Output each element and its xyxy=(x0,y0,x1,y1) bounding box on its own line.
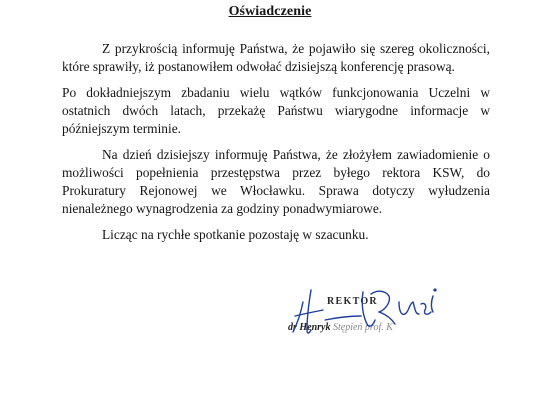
stamp-name-text: dr Henryk xyxy=(288,322,331,333)
document-title: Oświadczenie xyxy=(228,4,312,19)
document-body xyxy=(62,32,490,252)
handwritten-signature xyxy=(285,272,465,352)
paragraph-2: Po dokładniejszym zbadaniu wielu wątków funkcjonowania Uczelni w ostatnich dwóch latach, przekażę Państwu wiarygodne informacje w późniejszym terminie. xyxy=(62,85,490,136)
signature-stamp xyxy=(285,272,465,352)
stamp-title: REKTOR xyxy=(327,296,378,307)
paragraph-3: Na dzień dzisiejszy informuję Państwa, że złożyłem zawiadomienie o możliwości popełnienia przestępstwa przez byłego rektora KSW, do Prokuratury Rejonowej we Włocławku. Sprawa dotyczy wyłudzenia nienależnego wynagrodzenia za godziny ponadwymiarowe. xyxy=(62,147,490,216)
paragraph-1: Z przykrością informuję Państwa, że pojawiło się szereg okoliczności, które sprawiły, iż postanowiłem odwołać dzisiejszą konferencję prasową. xyxy=(62,41,490,74)
paragraph-4: Licząc na rychłe spotkanie pozostaję w szacunku. xyxy=(102,227,369,242)
stamp-name-faded: Stępień prof. K xyxy=(333,322,393,333)
